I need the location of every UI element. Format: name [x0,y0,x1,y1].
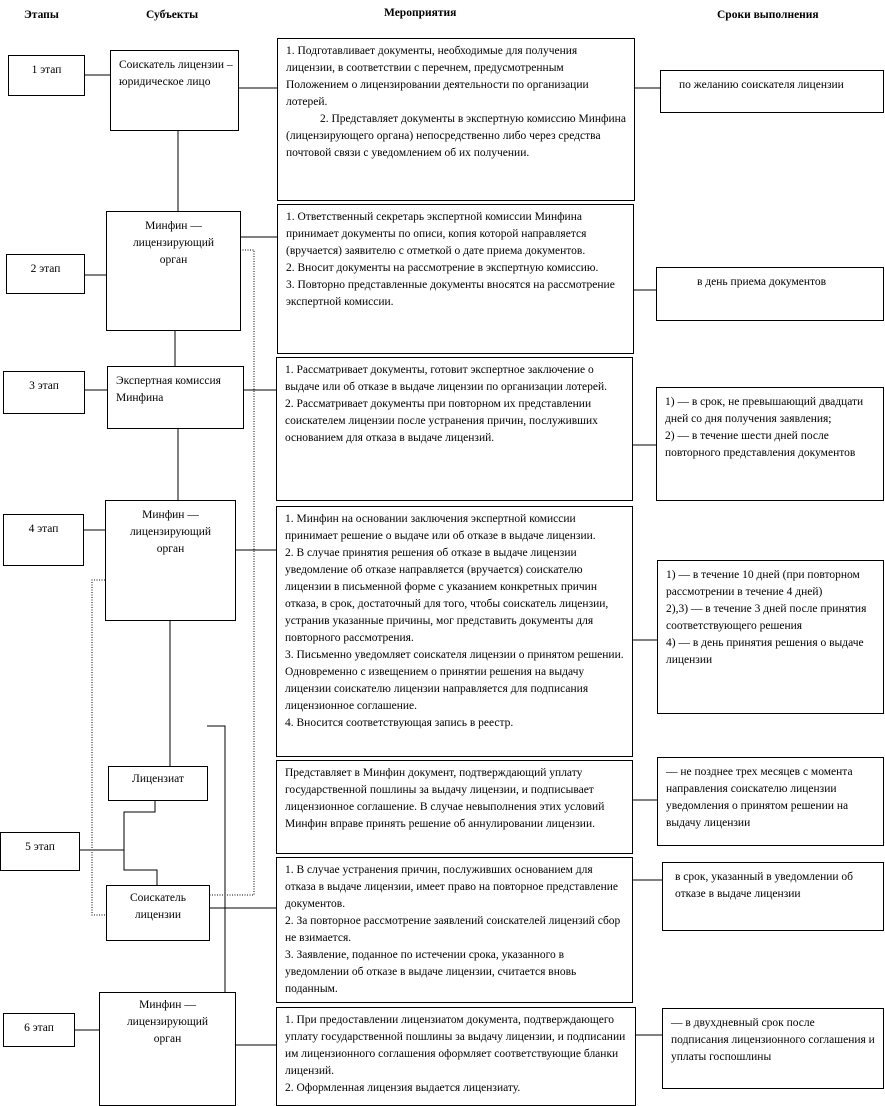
subject-minfin-stage2: Минфин — лицензирующий орган [106,211,241,331]
subject-applicant: Соискатель лицензии [106,885,210,941]
subject-minfin-stage6: Минфин — лицензирующий орган [99,992,236,1106]
deadline-item: 2) — в течение шести дней после повторного представления документов [665,430,856,459]
subject-expert-commission: Экспертная комиссия Минфина [107,366,244,429]
subject-licensee: Лицензиат [108,766,208,801]
activity-item: 2. Вносит документы на рассмотрение в экспертную комиссию. [286,262,599,274]
header-subjects: Субъекты [146,9,199,21]
deadline-stage3 [656,387,884,501]
deadline-stage5-applicant [662,862,884,931]
stage-2: 2 этап [6,254,85,294]
deadline-stage5-licensee [657,757,884,846]
activity-stage5-applicant [276,857,633,1003]
activity-item: 1. При предоставлении лицензиатом документа, подтверждающего уплату государственной пошлины за выдачу лицензии, и подписании им лицензионного соглашения оформляет соответствующие бланки лицензий. [285,1014,626,1077]
activity-stage3 [276,357,633,501]
header-deadlines: Сроки выполнения [717,9,819,21]
subject-minfin-stage4: Минфин — лицензирующий орган [105,500,236,621]
activity-item: 1. В случае устранения причин, послуживших основанием для отказа в выдаче лицензии, имеет право на повторное представление документов. [285,864,619,910]
activity-item: 2. Оформленная лицензия выдается лицензиату. [285,1082,521,1094]
activity-item: 3. Повторно представленные документы вносятся на рассмотрение экспертной комиссии. [286,279,615,308]
activity-item: 1. Ответственный секретарь экспертной комиссии Минфина принимает документы по описи, копия которой направляется (вручается) заявителю с отметкой о дате приема документов. [286,211,587,257]
activity-item: 3. Заявление, поданное по истечении срока, указанного в уведомлении об отказе в выдаче лицензии, считается вновь поданным. [285,949,577,995]
deadline-stage2 [656,267,884,321]
stage-3: 3 этап [3,371,85,414]
deadline-item: 4) — в день принятия решения о выдаче лицензии [666,637,864,666]
deadline-stage1 [660,70,884,113]
deadline-item: — в двухдневный срок после подписания лицензионного соглашения и уплаты госпошлины [671,1017,875,1063]
deadline-stage6 [662,1008,884,1089]
deadline-item: 1) — в течение 10 дней (при повторном рассмотрении в течение 4 дней) [666,569,860,598]
deadline-item: 2),3) — в течение 3 дней после принятия соответствующего решения [666,603,867,632]
stage-5: 5 этап [0,832,80,871]
deadline-item: в день приема документов [697,276,827,288]
activity-item: Представляет в Минфин документ, подтверждающий уплату государственной пошлины за выдачу лицензии, и подписывает лицензионное соглашение. В случае невыполнения этих условий Минфин вправе принять решение об аннулировании лицензии. [285,767,605,830]
subject-applicant-legal-entity: Соискатель лицензии – юридическое лицо [110,50,239,131]
activity-item: 3. Письменно уведомляет соискателя лицензии о принятом решении. Одновременно с извещением о принятии решения на выдачу лицензии соискателю лицензии направляется для подписания лицензионное соглашение. [285,649,624,712]
activity-stage1 [277,38,635,201]
activity-item: 2. В случае принятия решения об отказе в выдаче лицензии уведомление об отказе направляется (вручается) соискателю лицензии в письменной форме с указанием конкретных причин отказа, в срок, достаточный для того, чтобы соискатель лицензии, устранив указанные причины, мог представить документы для повторного рассмотрения. [285,547,609,644]
deadline-item: по желанию соискателя лицензии [679,79,844,91]
deadline-stage4 [657,560,884,714]
activity-item: 4. Вносится соответствующая запись в реестр. [285,717,514,729]
header-activities: Мероприятия [384,7,457,19]
activity-stage5-licensee [276,760,633,854]
activity-item: 1. Минфин на основании заключения экспертной комиссии принимает решение о выдаче или об отказе в выдаче лицензии. [285,513,596,542]
deadline-item: в срок, указанный в уведомлении об отказе в выдаче лицензии [675,871,854,900]
activity-item: 2. За повторное рассмотрение заявлений соискателей лицензий сбор не взимается. [285,915,621,944]
activity-item: 1. Рассматривает документы, готовит экспертное заключение о выдаче или об отказе в выдаче лицензии по организации лотерей. [285,364,607,393]
stage-4: 4 этап [3,514,84,566]
header-stages: Этапы [24,9,59,21]
activity-stage4 [276,506,633,757]
deadline-item: — не позднее трех месяцев с момента направления соискателю лицензии уведомления о принятом решении на выдачу лицензии [666,766,853,829]
activity-stage6 [276,1007,636,1106]
stage-1: 1 этап [8,55,85,96]
activity-item: 2. Рассматривает документы при повторном их представлении соискателем лицензии после устранения причин, послуживших основанием для отказа в выдаче лицензий. [285,398,598,444]
activity-item: 1. Подготавливает документы, необходимые для получения лицензии, в соответствии с перечнем, предусмотренным Положением о лицензировании деятельности по организации лотерей. [286,45,589,108]
activity-item: 2. Представляет документы в экспертную комиссию Минфина (лицензирующего органа) непосредственно либо через средства почтовой связи с уведомлением об их получении. [286,113,626,159]
stage-6: 6 этап [3,1013,75,1047]
deadline-item: 1) — в срок, не превышающий двадцати дней со дня получения заявления; [665,396,864,425]
activity-stage2 [277,204,634,354]
